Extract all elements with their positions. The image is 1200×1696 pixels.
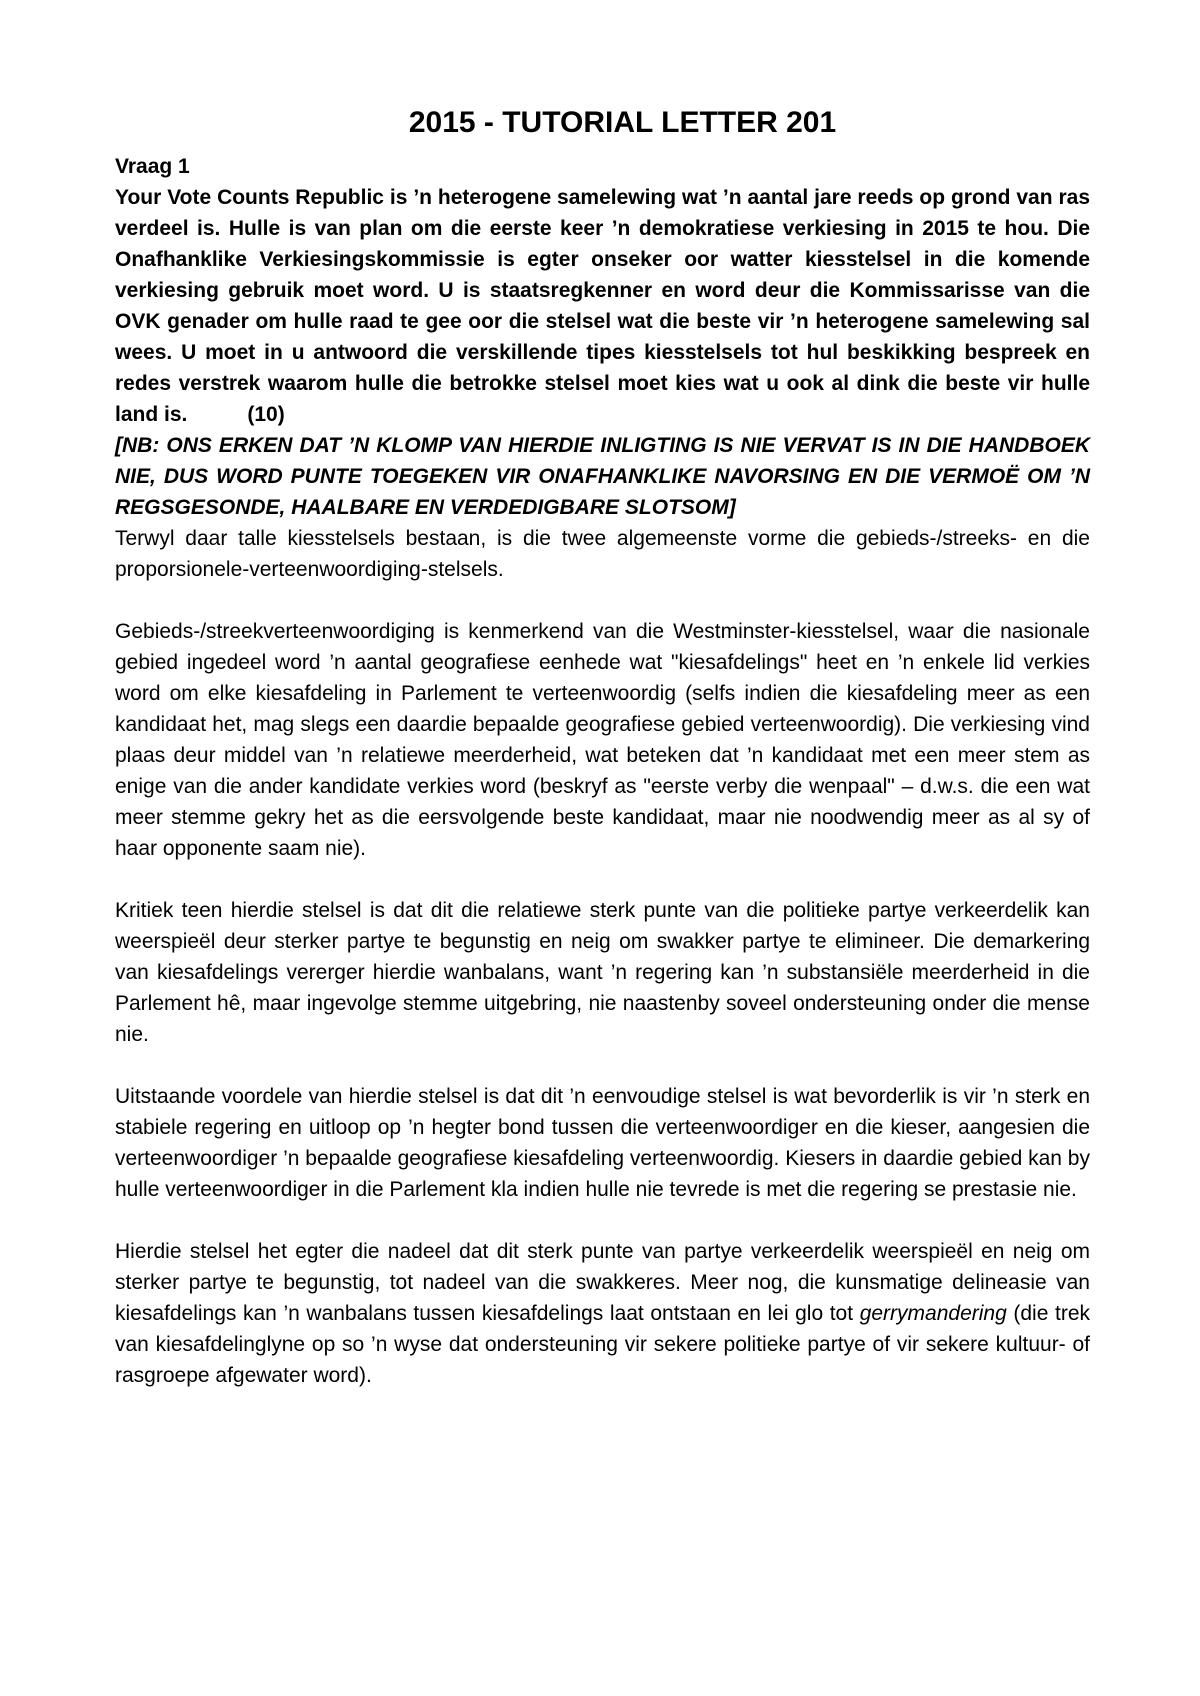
paragraph-3: Kritiek teen hierdie stelsel is dat dit die relatiewe sterk punte van die politieke partye verkeerdelik kan weerspieël deur sterker partye te begunstig en neig om swakker partye te elimineer. Die demarkering van kiesafdelings vererger hierdie wanbalans, want ’n regering kan ’n substansiële meerderheid in die Parlement hê, maar ingevolge stemme uitgebring, nie naastenby soveel ondersteuning onder die mense nie. [115, 899, 1090, 1046]
paragraph-4: Uitstaande voordele van hierdie stelsel is dat dit ’n eenvoudige stelsel is wat bevorderlik is vir ’n sterk en stabiele regering en uitloop op ’n hegter bond tussen die verteenwoordiger en die kieser, aangesien die verteenwoordiger ’n bepaalde geografiese kiesafdeling verteenwoordig. Kiesers in daardie gebied kan by hulle verteenwoordiger in die Parlement kla indien hulle nie tevrede is met die regering se prestasie nie. [115, 1085, 1090, 1201]
question-label: Vraag 1 [115, 155, 190, 178]
question-text [115, 182, 1090, 430]
paragraph-2: Gebieds-/streekverteenwoordiging is kenmerkend van die Westminster-kiesstelsel, waar die nasionale gebied ingedeel word ’n aantal geografiese eenhede wat "kiesafdelings" heet en ’n enkele lid verkies word om elke kiesafdeling in Parlement te verteenwoordig (selfs indien die kiesafdeling meer as een kandidaat het, mag slegs een daardie bepaalde geografiese gebied verteenwoordig). Die verkiesing vind plaas deur middel van ’n relatiewe meerderheid, wat beteken dat ’n kandidaat met een meer stem as enige van die ander kandidate verkies word (beskryf as "eerste verby die wenpaal" – d.w.s. die een wat meer stemme gekry het as die eersvolgende beste kandidaat, maar nie noodwendig meer as al sy of haar opponente saam nie). [115, 620, 1090, 860]
paragraph-5-italic-term: gerrymandering [859, 1302, 1007, 1325]
paragraph-1: Terwyl daar talle kiesstelsels bestaan, is die twee algemeenste vorme die gebieds-/streeks- en die proporsionele-verteenwoordiging-stelsels. [115, 527, 1090, 581]
page-title: 2015 - TUTORIAL LETTER 201 [408, 106, 837, 139]
question-marks: (10) [247, 403, 285, 426]
note-text: [NB: ONS ERKEN DAT ’N KLOMP VAN HIERDIE INLIGTING IS NIE VERVAT IS IN DIE HANDBOEK NIE, DUS WORD PUNTE TOEGEKEN VIR ONAFHANKLIKE NAVORSING EN DIE VERMOË OM ’N REGSGESONDE, HAALBARE EN VERDEDIGBARE SLOTSOM] [115, 434, 1090, 519]
question-body: Your Vote Counts Republic is ’n heterogene samelewing wat ’n aantal jare reeds op grond van ras verdeel is. Hulle is van plan om die eerste keer ’n demokratiese verkiesing in 2015 te hou. Die Onafhanklike Verkiesingskommissie is egter onseker oor watter kiesstelsel in die komende verkiesing gebruik moet word. U is staatsregkenner en word deur die Kommissarisse van die OVK genader om hulle raad te gee oor die stelsel wat die beste vir ’n heterogene samelewing sal wees. U moet in u antwoord die verskillende tipes kiesstelsels tot hul beskikking bespreek en redes verstrek waarom hulle die betrokke stelsel moet kies wat u ook al dink die beste vir hulle land is. [115, 186, 1090, 426]
paragraph-5-part-2: (die trek van kiesafdelinglyne op so ’n wyse dat ondersteuning vir sekere politieke partye of vir sekere kultuur- of rasgroepe afgewater word). [115, 1302, 1090, 1387]
paragraph-5 [115, 1236, 1090, 1391]
document-body [115, 103, 1090, 1422]
paragraph-5-part-1: Hierdie stelsel het egter die nadeel dat dit sterk punte van partye verkeerdelik weerspieël en neig om sterker partye te begunstig, tot nadeel van die swakkeres. Meer nog, die kunsmatige delineasie van kiesafdelings kan ’n wanbalans tussen kiesafdelings laat ontstaan en lei glo tot [115, 1240, 1090, 1325]
